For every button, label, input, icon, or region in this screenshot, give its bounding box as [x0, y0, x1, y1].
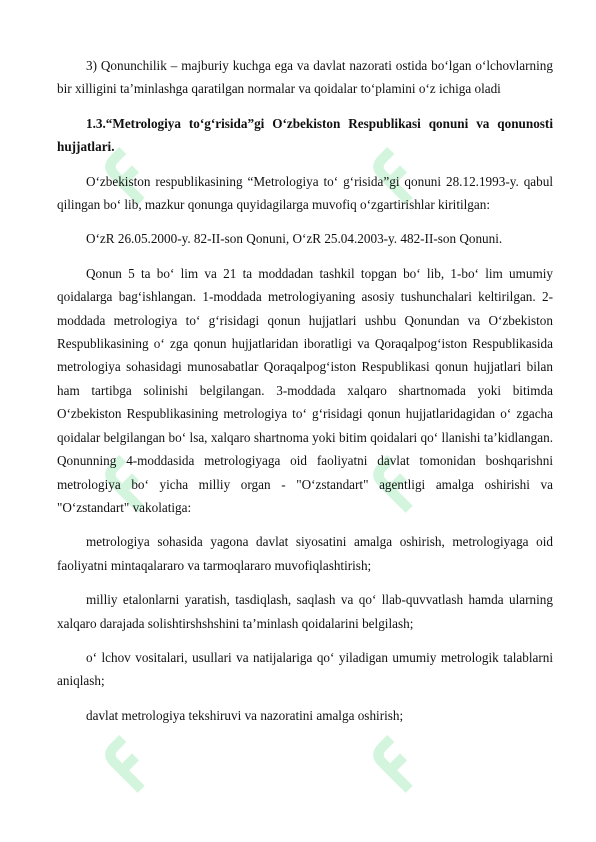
paragraph-law-adoption: O‘zbekiston respublikasining “Metrologiya to‘ g‘risida”gi qonuni 28.12.1993-y. qabul qilingan bo‘ lib, mazkur qonunga quyidagilarga muvofiq o‘zgartirishlar kiritilgan:	[57, 173, 553, 213]
paragraph-law-structure: Qonun 5 ta bo‘ lim va 21 ta moddadan tashkil topgan bo‘ lib, 1-bo‘ lim umumiy qoidalarga bag‘ishlangan. 1-moddada metrologiyaning asosiy tushunchalari keltirilgan. 2-moddada metrologiya to‘ g‘risidagi qonun hujjatlari ushbu Qonundan va O‘zbekiston Respublikasining o‘ zga qonun hujjatlaridan iboratligi va Qoraqalpog‘iston Respublikasida metrologiya sohasidagi munosabatlar Qoraqalpog‘iston Respublikasi qonun hujjatlari bilan ham tartibga solinishi belgilangan. 3-moddada xalqaro shartnomada yoki bitimda O‘zbekiston Respublikasining metrologiya to‘ g‘risidagi qonun hujjatlaridagidan o‘ zgacha qoidalar belgilangan bo‘ lsa, xalqaro shartnoma yoki bitim qoidalari qo‘ llanishi ta’kidlangan. Qonunning 4-moddasida metrologiyaga oid faoliyatni davlat tomonidan boshqarishni metrologiya bo‘ yicha milliy organ - "O‘zstandart" agentligi amalga oshirishi va "O‘zstandart" vakolatiga:	[57, 265, 553, 515]
list-item-metrological-requirements: o‘ lchov vositalari, usullari va natijalariga qo‘ yiladigan umumiy metrologik talablarni aniqlash;	[57, 649, 553, 689]
section-heading: 1.3.“Metrologiya to‘g‘risida”gi O‘zbekiston Respublikasi qonuni va qonunosti hujjatlari.	[57, 115, 553, 155]
paragraph-amendments: O‘zR 26.05.2000-y. 82-II-son Qonuni, O‘zR 25.04.2003-y. 482-II-son Qonuni.	[86, 231, 503, 247]
list-item-state-inspection: davlat metrologiya tekshiruvi va nazoratini amalga oshirish;	[86, 707, 404, 723]
paragraph-qonunchilik: 3) Qonunchilik – majburiy kuchga ega va davlat nazorati ostida bo‘lgan o‘lchovlarning bir xilligini ta’minlashga qaratilgan normalar va qoidalar to‘plamini o‘z ichiga oladi	[57, 58, 553, 97]
watermark-glyph-icon	[362, 729, 430, 797]
document-body	[57, 54, 553, 738]
list-item-state-policy: metrologiya sohasida yagona davlat siyosatini amalga oshirish, metrologiyaga oid faoliyatni mintaqalararo va tarmoqlararo muvofiqlashtirish;	[57, 534, 553, 573]
watermark-glyph-icon	[94, 729, 162, 797]
list-item-national-standards: milliy etalonlarni yaratish, tasdiqlash, saqlash va qo‘ llab-quvvatlash hamda ularning xalqaro darajada solishtirshshshini ta’minlash qoidalarini belgilash;	[57, 592, 553, 631]
